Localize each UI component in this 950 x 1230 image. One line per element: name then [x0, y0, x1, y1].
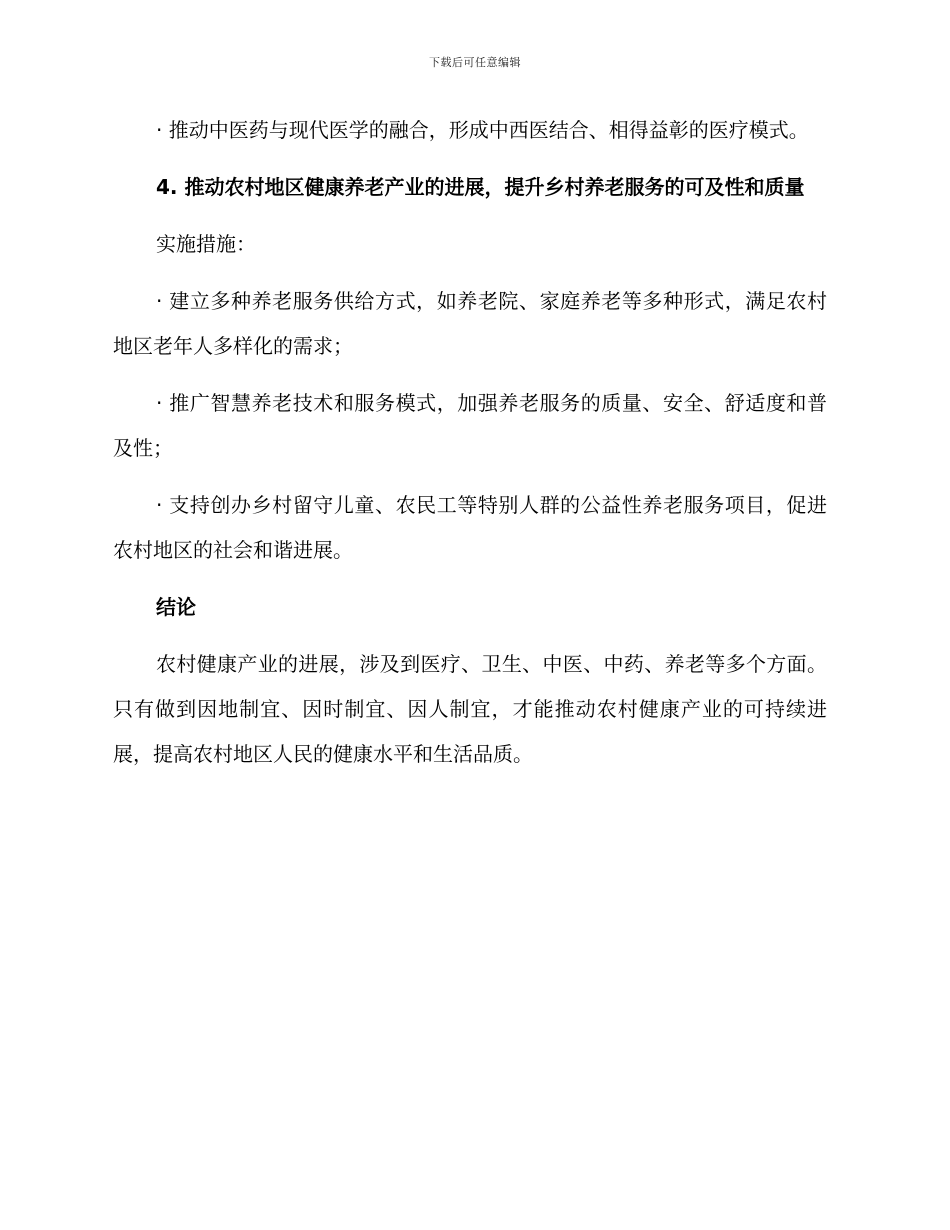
- bullet-paragraph-care-supply: · 建立多种养老服务供给方式，如养老院、家庭养老等多种形式，满足农村地区老年人多样化的需求；: [113, 289, 827, 358]
- page-header-note: 下载后可任意编辑: [429, 56, 521, 69]
- measures-label: 实施措施：: [156, 232, 256, 256]
- bullet-paragraph-public-welfare: · 支持创办乡村留守儿童、农民工等特别人群的公益性养老服务项目，促进农村地区的社会和谐进展。: [113, 493, 827, 562]
- section-heading-rural-elderly-care: 4. 推动农村地区健康养老产业的进展，提升乡村养老服务的可及性和质量: [156, 175, 805, 199]
- bullet-paragraph-smart-care: · 推广智慧养老技术和服务模式，加强养老服务的质量、安全、舒适度和普及性；: [113, 391, 827, 460]
- conclusion-paragraph: 农村健康产业的进展，涉及到医疗、卫生、中医、中药、养老等多个方面。只有做到因地制宜、因时制宜、因人制宜，才能推动农村健康产业的可持续进展，提高农村地区人民的健康水平和生活品质。: [113, 652, 827, 766]
- bullet-paragraph-tcm-integration: · 推动中医药与现代医学的融合，形成中西医结合、相得益彰的医疗模式。: [156, 118, 809, 142]
- document-body: [113, 108, 827, 789]
- conclusion-heading: 结论: [156, 595, 196, 619]
